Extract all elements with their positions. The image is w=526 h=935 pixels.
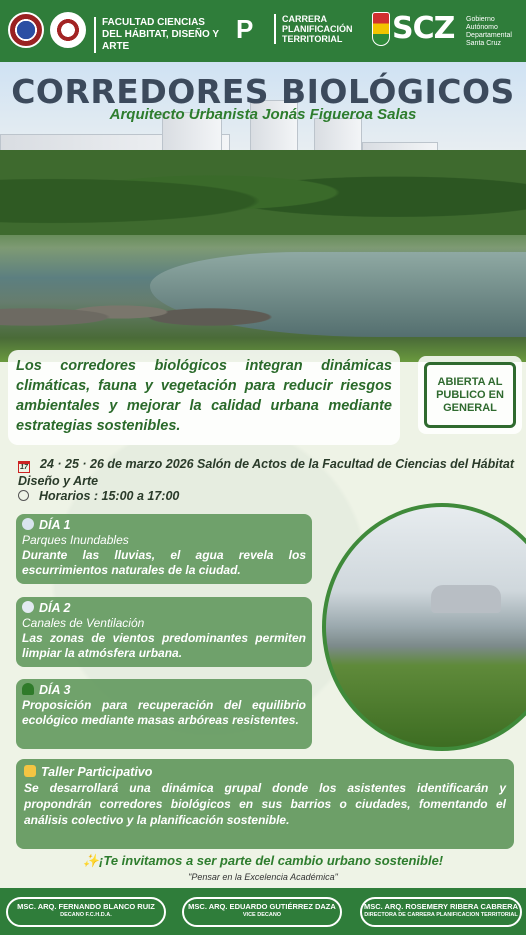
workshop-title: Taller Participativo [41,765,153,779]
day-card-2 [16,597,312,667]
description: Los corredores biológicos integran dinámicas climáticas, fauna y vegetación para reducir riesgos ambientales y mejorar la calidad urbana mediante estrategias sostenibles. [8,350,400,445]
signatory-1 [6,897,166,927]
day-card-3 [16,679,312,749]
car [431,585,501,613]
event-hours-text: Horarios : 15:00 a 17:00 [39,489,180,503]
rain-cloud-icon [22,518,34,530]
header-bar [0,0,526,62]
workshop-card [16,759,514,849]
gov-name: Gobierno Autónomo Departamental Santa Cruz [466,16,512,47]
speaker-name: Arquitecto Urbanista Jonás Figueroa Salas [109,106,417,123]
tree-icon [22,683,34,695]
day-label: DÍA 1 [39,518,71,532]
day-text: Las zonas de vientos predominantes permiten limpiar la atmósfera urbana. [22,631,306,660]
signatory-name: MSC. ARQ. ROSEMERY RIBERA CABRERA [363,902,519,911]
career-logo: P [236,14,248,44]
day-text: Durante las lluvias, el agua revela los escurrimientos naturales de la ciudad. [22,548,306,577]
invitation [0,853,526,869]
day-label: DÍA 3 [39,683,71,697]
event-hours [18,489,179,503]
signatory-role: VICE DECANO [242,912,282,918]
signatory-3 [360,897,522,927]
signatory-name: MSC. ARQ. FERNANDO BLANCO RUIZ [17,902,155,911]
motto: "Pensar en la Excelencia Académica" [188,872,338,882]
signatory-2 [182,897,342,927]
signatory-name: MSC. ARQ. EDUARDO GUTIÉRREZ DAZA [188,902,336,911]
faculty-name: FACULTAD CIENCIAS DEL HÁBITAT, DISEÑO Y ARTE [94,17,224,53]
event-date-text: 24 · 25 · 26 de marzo 2026 Salón de Actos de la Facultad de Ciencias del Hábitat Diseño y Arte [18,457,515,488]
invitation-text: ¡Te invitamos a ser parte del cambio urbano sostenible! [99,853,444,868]
rocks [0,287,300,337]
event-date [18,456,523,489]
footer-bar [0,888,526,935]
gov-logo: SCZ [392,11,455,46]
open-badge [418,356,522,434]
faculty-seal-logo [50,12,86,48]
calendar-icon: 17 [18,461,30,473]
day-topic: Canales de Ventilación [22,616,145,630]
day-label: DÍA 2 [39,601,71,615]
signatory-role: DECANO F.C.H.D.A. [60,912,112,918]
day-topic: Parques Inundables [22,533,129,547]
page-title: CORREDORES BIOLÓGICOS [11,72,515,111]
signatory-role: DIRECTORA DE CARRERA PLANIFICACION TERRITORIAL [364,912,518,918]
day-card-1 [16,514,312,584]
clock-icon [18,490,29,501]
handshake-icon [24,765,36,777]
open-badge-label: ABIERTA AL PUBLICO EN GENERAL [424,362,516,428]
day-text: Proposición para recuperación del equilibrio ecológico mediante masas arbóreas resistentes. [22,698,306,727]
career-name: CARRERA PLANIFICACIÓN TERRITORIAL [274,14,358,44]
hero-photo [0,62,526,362]
sparkles-icon: ✨ [82,853,100,868]
tree-line [0,150,526,235]
wind-icon [22,601,34,613]
workshop-text: Se desarrollará una dinámica grupal donde los asistentes identificarán y propondrán corredores biológicos en sus barrios o ciudades, fomentando el análisis colectivo y la planificación sostenible. [24,781,506,827]
santa-cruz-shield-logo [372,12,390,46]
university-seal-logo [8,12,44,48]
